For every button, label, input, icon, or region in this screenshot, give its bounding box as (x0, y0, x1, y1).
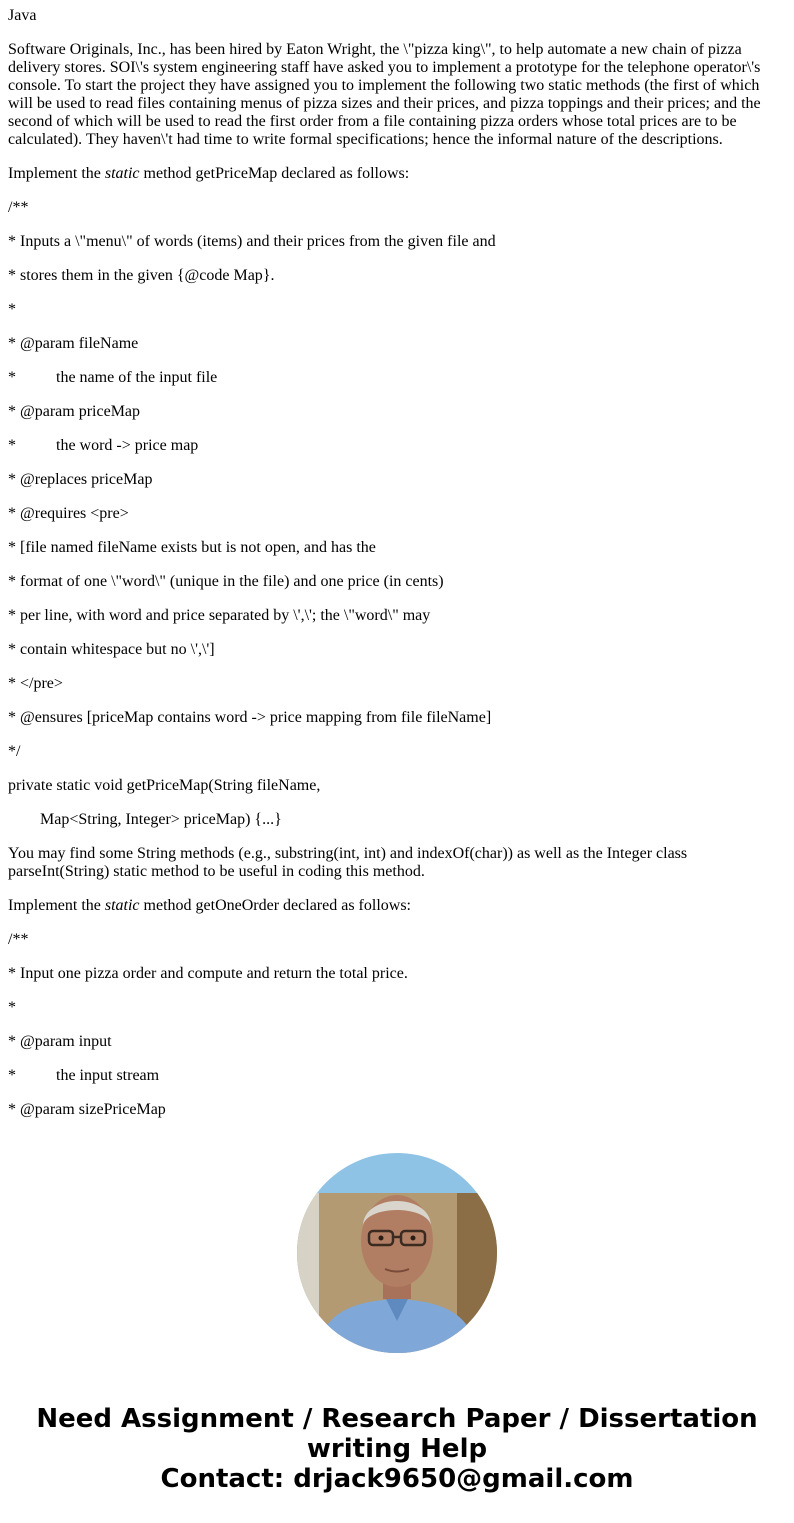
footer-contact: Contact: drjack9650@gmail.com (160, 1464, 634, 1494)
footer-line-1: Need Assignment / Research Paper / Dissertation (36, 1404, 758, 1434)
javadoc-line: * contain whitespace but no \',\'] (8, 641, 215, 658)
javadoc-line: * per line, with word and price separated by \',\'; the \"word\" may (8, 607, 431, 624)
javadoc-line: * (8, 999, 16, 1016)
impl-getoneorder-heading: Implement the static method getOneOrder declared as follows: (8, 897, 411, 914)
impl-getpricemap-heading: Implement the static method getPriceMap declared as follows: (8, 165, 410, 182)
javadoc-star: * (8, 369, 16, 386)
right-eye (411, 1236, 416, 1241)
javadoc-param-description (8, 369, 778, 387)
javadoc-line: * format of one \"word\" (unique in the file) and one price (in cents) (8, 573, 444, 590)
getoneorder-javadoc (8, 931, 778, 1119)
javadoc-param-description (8, 437, 778, 455)
javadoc-line: * @param input (8, 1033, 112, 1050)
getpricemap-javadoc (8, 199, 778, 761)
javadoc-star: * (8, 437, 16, 454)
doc-title: Java (8, 7, 37, 24)
javadoc-param-text: the name of the input file (56, 369, 218, 386)
javadoc-param-description (8, 1067, 778, 1085)
javadoc-line: * @param priceMap (8, 403, 141, 420)
javadoc-line: /** (8, 199, 29, 216)
javadoc-line: * @replaces priceMap (8, 471, 153, 488)
javadoc-line: * </pre> (8, 675, 63, 692)
javadoc-line: * @param sizePriceMap (8, 1101, 166, 1118)
intro-paragraph: Software Originals, Inc., has been hired by Eaton Wright, the \"pizza king\", to help automate a new chain of pizza delivery stores. SOI\'s system engineering staff have asked you to implement a prototype for the telephone operator\'s console. To start the project they have assigned you to implement the following two static methods (the first of which will be used to read files containing menus of pizza sizes and their prices, and pizza toppings and their prices; and the second of which will be used to read the first order from a file containing pizza orders whose total prices are to be calculated). They haven\'t had time to write formal specifications; hence the informal nature of the descriptions. (8, 41, 761, 148)
javadoc-star: * (8, 1067, 16, 1084)
javadoc-line: /** (8, 931, 29, 948)
javadoc-line: * stores them in the given {@code Map}. (8, 267, 275, 284)
javadoc-param-text: the input stream (56, 1067, 160, 1084)
wall-frame (457, 1193, 497, 1353)
getpricemap-declaration-line2: Map<String, Integer> priceMap) {...} (40, 811, 282, 828)
javadoc-line: * Inputs a \"menu\" of words (items) and their prices from the given file and (8, 233, 496, 250)
portrait-image (297, 1153, 497, 1353)
footer-banner (0, 1404, 794, 1494)
author-photo (297, 1153, 497, 1353)
javadoc-line: * @requires <pre> (8, 505, 129, 522)
javadoc-line: * [file named fileName exists but is not open, and has the (8, 539, 376, 556)
javadoc-line: * (8, 301, 16, 318)
getpricemap-declaration-line1: private static void getPriceMap(String fileName, (8, 777, 321, 794)
javadoc-param-text: the word -> price map (56, 437, 199, 454)
footer-line-2: writing Help (306, 1434, 488, 1464)
hint-paragraph: You may find some String methods (e.g., substring(int, int) and indexOf(char)) as well as the Integer class parseInt(String) static method to be useful in coding this method. (8, 845, 688, 880)
javadoc-line: * @param fileName (8, 335, 139, 352)
left-eye (379, 1236, 384, 1241)
javadoc-line: * @ensures [priceMap contains word -> price mapping from file fileName] (8, 709, 492, 726)
wall-panel (297, 1193, 319, 1353)
javadoc-line: */ (8, 743, 21, 760)
document-body (8, 0, 778, 1135)
javadoc-line: * Input one pizza order and compute and return the total price. (8, 965, 408, 982)
